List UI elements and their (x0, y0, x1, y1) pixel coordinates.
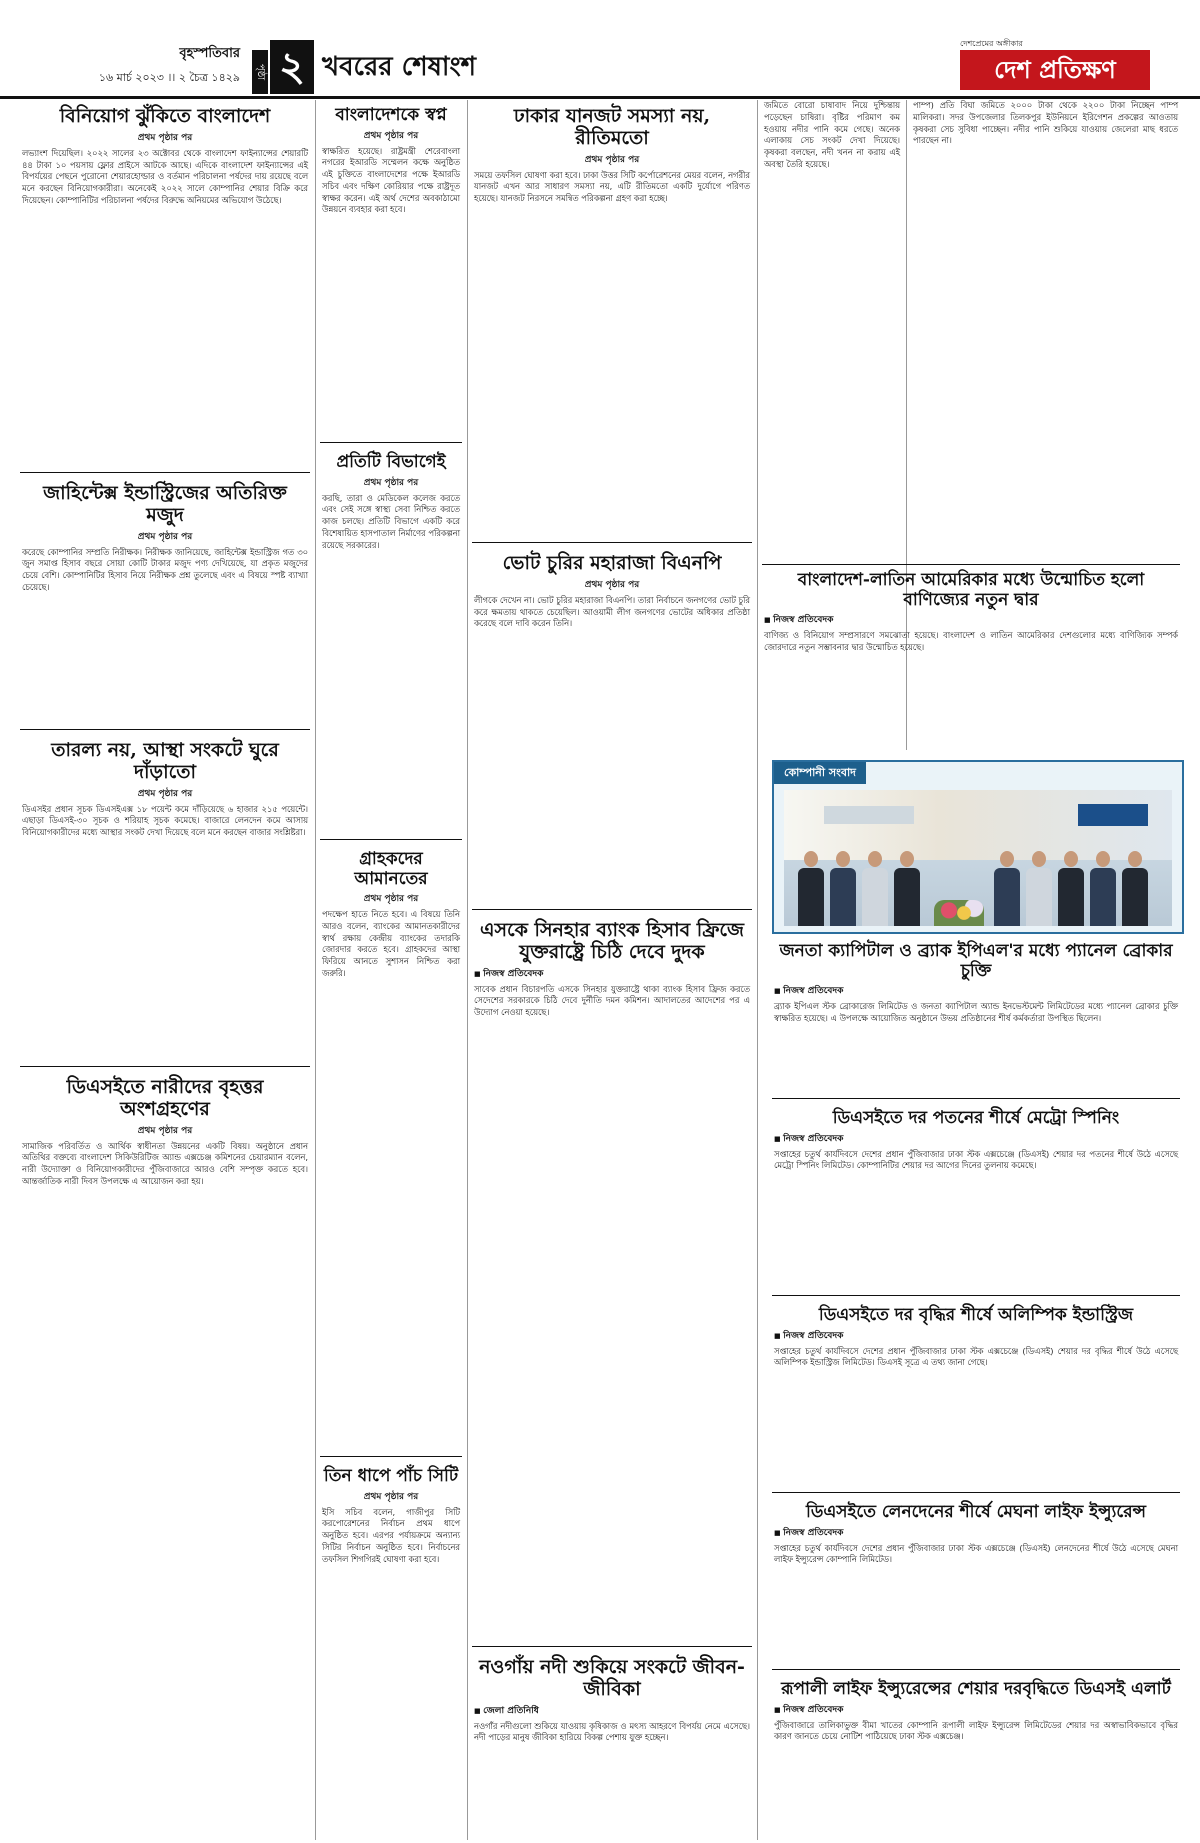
article (20, 100, 310, 468)
flower-bouquet (934, 900, 984, 926)
page-number: ২ (270, 40, 314, 94)
divider (472, 542, 752, 543)
masthead (0, 0, 1200, 99)
continued-label: প্রথম পৃষ্ঠার পর (137, 788, 193, 799)
article (320, 1461, 462, 1840)
brand-logo (960, 38, 1150, 94)
column-3 (472, 100, 752, 1840)
divider (320, 1456, 462, 1457)
continued-label: প্রথম পৃষ্ঠার পর (363, 130, 419, 141)
article-body: বাণিজ্য ও বিনিয়োগ সম্প্রসারণে সমঝোতা হয়েছে। বাংলাদেশ ও লাতিন আমেরিকার দেশগুলোর মধ্যে বাণিজ্যিক সম্পর্ক জোরদারে নতুন সম্ভাবনার দ্বার উন্মোচিত হয়েছে। (764, 630, 1178, 652)
column-rule (467, 100, 468, 1840)
article-body: জমিতে বোরো চাষাবাদ নিয়ে দুশ্চিন্তায় পড়েছেন চাষিরা। বৃষ্টির পরিমাণ কম হওয়ায় নদীর পানি কমে গেছে। অনেক এলাকায় সেচ সংকট দেখা দিয়েছে। কৃষকরা বলছেন, নদী খনন না করায় এই অবস্থা তৈরি হয়েছে। (764, 100, 900, 169)
continued-label: প্রথম পৃষ্ঠার পর (137, 531, 193, 542)
divider (772, 1669, 1180, 1670)
article (472, 914, 752, 1642)
person (862, 851, 888, 926)
article (472, 547, 752, 905)
article (20, 734, 310, 1062)
column-rule (757, 100, 758, 1840)
article (772, 1103, 1180, 1291)
article-body: স্বাক্ষরিত হয়েছে। রাষ্ট্রমন্ত্রী শেরেবাংলা নগরের ইআরডি সম্মেলন কক্ষে অনুষ্ঠিত এই চুক্তিতে বাংলাদেশের পক্ষে ইআরডি সচিব এবং দক্ষিণ কোরিয়ার পক্ষে রাষ্ট্রদূত স্বাক্ষর করেন। এই অর্থ দেশের অবকাঠামো উন্নয়নে ব্যবহার করা হবে। (322, 145, 460, 215)
person (830, 851, 856, 926)
divider (772, 1492, 1180, 1493)
article-headline[interactable]: রূপালী লাইফ ইন্স্যুরেন্সের শেয়ার দরবৃদ্ধিতে ডিএসই এলার্ট (781, 1679, 1171, 1699)
company-news-tab: কোম্পানী সংবাদ (774, 762, 866, 784)
article-headline[interactable]: ঢাকার যানজট সমস্যা নয়, রীতিমতো (513, 105, 711, 149)
article-headline[interactable]: গ্রাহকদের আমানতের (354, 849, 428, 889)
banner-logo-right (1078, 804, 1148, 826)
article (772, 936, 1180, 1094)
ceremony-photo (784, 790, 1172, 926)
article-body: নওগাঁর নদীগুলো শুকিয়ে যাওয়ায় কৃষিকাজ ও মৎস্য আহরণে বিপর্যয় নেমে এসেছে। নদী পাড়ের মানুষ জীবিকা হারিয়ে বিকল্প পেশায় যুক্ত হচ্ছেন। (474, 1720, 750, 1743)
divider (320, 442, 462, 443)
divider (772, 1295, 1180, 1296)
article-body: করছি, তারা ও মেডিকেল কলেজ করতে এবং সেই সঙ্গে স্বাস্থ্য সেবা নিশ্চিত করতে কাজ চলছে। প্রতিটি বিভাগে একটি করে বিশেষায়িত হাসপাতাল নির্মাণের পরিকল্পনা রয়েছে সরকারের। (322, 492, 460, 550)
article-body: সপ্তাহের চতুর্থ কার্যদিবসে দেশের প্রধান পুঁজিবাজার ঢাকা স্টক এক্সচেঞ্জে (ডিএসই) শেয়ার দর পতনের শীর্ষে উঠে এসেছে মেট্রো স্পিনিং লিমিটেড। কোম্পানিটির শেয়ার দর আগের দিনের তুলনায় কমেছে। (774, 1148, 1178, 1171)
article-body: পুঁজিবাজারে তালিকাভুক্ত বীমা খাতের কোম্পানি রূপালী লাইফ ইন্স্যুরেন্স লিমিটেডের শেয়ার দর অস্বাভাবিকভাবে বৃদ্ধির কারণ জানতে চেয়ে নোটিশ পাঠিয়েছে ঢাকা স্টক এক্সচেঞ্জ। (774, 1719, 1178, 1742)
article (472, 100, 752, 538)
article-headline[interactable]: বিনিয়োগ ঝুঁকিতে বাংলাদেশ (59, 105, 271, 127)
article-headline[interactable]: ডিএসইতে দর পতনের শীর্ষে মেট্রো স্পিনিং (832, 1108, 1120, 1128)
article-byline: ■ নিজস্ব প্রতিবেদক (774, 1131, 1178, 1146)
brand-tagline: দেশপ্রেমের অঙ্গীকার (960, 39, 1023, 48)
person (1058, 851, 1084, 926)
article (911, 100, 1180, 548)
article-headline[interactable]: বাংলাদেশ-লাতিন আমেরিকার মধ্যে উন্মোচিত হলো বাণিজ্যের নতুন দ্বার (797, 570, 1145, 610)
continued-label: প্রথম পৃষ্ঠার পর (363, 894, 419, 905)
section-title: খবরের শেষাংশ (322, 52, 477, 82)
divider (472, 1646, 752, 1647)
banner-logo-left (824, 806, 914, 824)
article-body: পাম্প) প্রতি বিঘা জমিতে ২০০০ টাকা থেকে ২২০০ টাকা নিচ্ছেন পাম্প মালিকরা। সদর উপজেলার তিলকপুর ইউনিয়নে ইরিগেশন প্রকল্পের আওতায় কৃষকরা সেচ সুবিধা পাচ্ছেন। নদীর পানি শুকিয়ে যাওয়ায় জেলেরা মাছ ধরতে পারছেন না। (913, 100, 1178, 146)
article (320, 100, 462, 438)
article-body: সামাজিক পরিবর্তিত ও আর্থিক স্বাধীনতা উন্নয়নের একটি বিষয়। অনুষ্ঠানে প্রধান অতিথির বক্তব্যে বাংলাদেশ সিকিউরিটিজ অ্যান্ড এক্সচেঞ্জ কমিশনের চেয়ারম্যান বলেন, নারী উদ্যোক্তা ও বিনিয়োগকারীদের পুঁজিবাজারে আরও বেশি সম্পৃক্ত করতে হবে। আন্তর্জাতিক নারী দিবস উপলক্ষে এ আয়োজন করা হয়। (22, 1140, 308, 1187)
article (772, 1497, 1180, 1665)
divider (772, 1098, 1180, 1099)
person (1026, 851, 1052, 926)
article-headline[interactable]: এসকে সিনহার ব্যাংক হিসাব ফ্রিজে যুক্তরাষ্ট্রে চিঠি দেবে দুদক (480, 919, 744, 963)
article (320, 447, 462, 835)
article-body: পদক্ষেপ হাতে নিতে হবে। এ বিষয়ে তিনি আরও বলেন, ব্যাংকের আমানতকারীদের স্বার্থ রক্ষায় কেন্দ্রীয় ব্যাংকের তদারকি জোরদার করতে হবে। গ্রাহকদের আস্থা ফিরিয়ে আনতে সুশাসন নিশ্চিত করা জরুরি। (322, 909, 460, 978)
divider (472, 909, 752, 910)
article-byline: ■ নিজস্ব প্রতিবেদক (474, 966, 750, 981)
divider (20, 1066, 310, 1067)
article-body: ইসি সচিব বলেন, গাজীপুর সিটি করপোরেশনের নির্বাচন প্রথম ধাপে অনুষ্ঠিত হবে। এরপর পর্যায়ক্রমে অন্যান্য সিটির নির্বাচন অনুষ্ঠিত হবে। নির্বাচনের তফসিল শিগগিরই ঘোষণা করা হবে। (322, 1506, 460, 1564)
article-body: ব্র্যাক ইপিএল স্টক ব্রোকারেজ লিমিটেড ও জনতা ক্যাপিটাল অ্যান্ড ইনভেস্টমেন্ট লিমিটেডের মধ্যে প্যানেল ব্রোকার চুক্তি স্বাক্ষরিত হয়েছে। এ উপলক্ষে আয়োজিত অনুষ্ঠানে উভয় প্রতিষ্ঠানের শীর্ষ কর্মকর্তারা উপস্থিত ছিলেন। (774, 1001, 1178, 1023)
market-news-column (772, 936, 1180, 1836)
article-headline[interactable]: নওগাঁয় নদী শুকিয়ে সংকটে জীবন-জীবিকা (479, 1656, 745, 1700)
article-byline: ■ নিজস্ব প্রতিবেদক (764, 612, 1178, 627)
person (798, 851, 824, 926)
article-headline[interactable]: প্রতিটি বিভাগেই (336, 452, 446, 472)
article-headline[interactable]: ডিএসইতে নারীদের বৃহত্তর অংশগ্রহণের (66, 1076, 264, 1120)
article-byline: ■ নিজস্ব প্রতিবেদক (774, 1702, 1178, 1717)
article-body: লভ্যাংশ দিয়েছিল। ২০২২ সালের ২৩ অক্টোবর থেকে বাংলাদেশ ফাইন্যান্সের শেয়ারটি ৪৪ টাকা ১০ পয়সায় ফ্লোর প্রাইসে আটকে আছে। এদিকে বাংলাদেশ ফাইন্যান্সের এই বিপর্যয়ের পেছনে পুরোনো শেয়ারহোল্ডার ও বর্তমান পরিচালনা পর্ষদের দায় রয়েছে বলে মনে করছেন বিনিয়োগকারীরা। অনেকেই ২০২২ সালে কোম্পানির শেয়ার বিক্রি করে দিয়েছেন। কোম্পানিটির পরিচালনা পর্ষদের বিরুদ্ধে অনিয়মের অভিযোগ উঠেছে। (22, 147, 308, 205)
divider (762, 564, 1180, 565)
article-headline[interactable]: ডিএসইতে লেনদেনের শীর্ষে মেঘনা লাইফ ইন্স্যুরেন্স (806, 1502, 1146, 1522)
article-byline: ■ নিজস্ব প্রতিবেদক (774, 1328, 1178, 1343)
article-byline: ■ নিজস্ব প্রতিবেদক (774, 983, 1178, 998)
person (994, 851, 1020, 926)
person (894, 851, 920, 926)
article-body: করেছে কোম্পানির সম্প্রতি নিরীক্ষক। নিরীক্ষক জানিয়েছে, জাহিন্টেক্স ইন্ডাস্ট্রিজ গত ৩০ জুন সমাপ্ত হিসাব বছরে সোয়া কোটি টাকার মজুদ পণ্য দেখিয়েছে, যা প্রকৃত মজুদের চেয়ে বেশি। কোম্পানিটির হিসাব নিয়ে নিরীক্ষক প্রশ্ন তুলেছে এবং এ বিষয়ে স্পষ্ট ব্যাখ্যা চেয়েছে। (22, 546, 308, 593)
latam-article (762, 560, 1180, 750)
person (1122, 851, 1148, 926)
article-headline[interactable]: ভোট চুরির মহারাজা বিএনপি (502, 552, 722, 574)
continued-label: প্রথম পৃষ্ঠার পর (363, 477, 419, 488)
continued-label: প্রথম পৃষ্ঠার পর (137, 132, 193, 143)
article (762, 100, 902, 179)
article (20, 477, 310, 725)
article (772, 1300, 1180, 1488)
company-news-box (772, 760, 1184, 934)
column-1 (20, 100, 310, 1840)
article-byline: ■ নিজস্ব প্রতিবেদক (774, 1525, 1178, 1540)
article-body: লীগকে দেখেন না। ভোট চুরির মহারাজা বিএনপি। তারা নির্বাচনে জনগণের ভোট চুরি করে ক্ষমতায় থাকতে চেয়েছিল। আওয়ামী লীগ জনগণের ভোটের অধিকার প্রতিষ্ঠা করেছে বলে দাবি করেন তিনি। (474, 594, 750, 629)
article-byline: ■ জেলা প্রতিনিধি (474, 1703, 750, 1718)
divider (20, 729, 310, 730)
article-body: ডিএসইর প্রধান সূচক ডিএসইএক্স ১৮ পয়েন্ট কমে দাঁড়িয়েছে ৬ হাজার ২১৫ পয়েন্টে। এছাড়া ডিএসই-৩০ সূচক ও শরিয়াহ সূচক কমেছে। বাজারে লেনদেন কমে আসায় বিনিয়োগকারীদের মধ্যে আস্থার সংকট দেখা দিয়েছে বলে মনে করছেন বাজার সংশ্লিষ্টরা। (22, 803, 308, 838)
divider (20, 472, 310, 473)
article-headline[interactable]: বাংলাদেশকে স্বপ্ন (335, 105, 447, 125)
article (320, 844, 462, 1452)
article-headline[interactable]: তারল্য নয়, আস্থা সংকটে ঘুরে দাঁড়াতো (51, 739, 279, 783)
article-headline[interactable]: জাহিন্টেক্স ইন্ডাস্ট্রিজের অতিরিক্ত মজুদ (43, 482, 287, 526)
column-2 (320, 100, 462, 1840)
continued-label: প্রথম পৃষ্ঠার পর (363, 1491, 419, 1502)
article (20, 1071, 310, 1799)
article (472, 1651, 752, 1840)
article (762, 571, 1180, 662)
article-body: সাবেক প্রধান বিচারপতি এসকে সিনহার যুক্তরাষ্ট্রে থাকা ব্যাংক হিসাব ফ্রিজ করতে সেদেশের সরকারকে চিঠি দেবে দুর্নীতি দমন কমিশন। আদালতের আদেশের পর এ উদ্যোগ নেওয়া হয়েছে। (474, 983, 750, 1018)
article-headline[interactable]: তিন ধাপে পাঁচ সিটি (323, 1466, 459, 1486)
brand-name: দেশ প্রতিক্ষণ (960, 50, 1150, 90)
date-box (70, 44, 240, 88)
date-line: ১৬ মার্চ ২০২৩ ।। ২ চৈত্র ১৪২৯ (98, 71, 240, 84)
article-body: সময়ে তফসিল ঘোষণা করা হবে। ঢাকা উত্তর সিটি কর্পোরেশনের মেয়র বলেন, নগরীর যানজট এখন আর সাধারণ সমস্যা নয়, এটি রীতিমতো একটি দুর্যোগে পরিণত হয়েছে। যানজট নিরসনে সমন্বিত পরিকল্পনা গ্রহণ করা হচ্ছে। (474, 169, 750, 204)
divider (320, 839, 462, 840)
article-body: সপ্তাহের চতুর্থ কার্যদিবসে দেশের প্রধান পুঁজিবাজার ঢাকা স্টক এক্সচেঞ্জে (ডিএসই) লেনদেনের শীর্ষে উঠে এসেছে মেঘনা লাইফ ইন্স্যুরেন্স কোম্পানি লিমিটেড। (774, 1542, 1178, 1565)
weekday: বৃহস্পতিবার (179, 46, 240, 61)
person (1090, 851, 1116, 926)
continued-label: প্রথম পৃষ্ঠার পর (584, 154, 640, 165)
column-rule (315, 100, 316, 1840)
article (772, 1674, 1180, 1822)
article-body: সপ্তাহের চতুর্থ কার্যদিবসে দেশের প্রধান পুঁজিবাজার ঢাকা স্টক এক্সচেঞ্জে (ডিএসই) শেয়ার দর বৃদ্ধির শীর্ষে উঠে এসেছে অলিম্পিক ইন্ডাস্ট্রিজ লিমিটেড। ডিএসই সূত্রে এ তথ্য জানা গেছে। (774, 1345, 1178, 1368)
page-word: পৃষ্ঠা (252, 50, 268, 94)
article-headline[interactable]: জনতা ক্যাপিটাল ও ব্র্যাক ইপিএল'র মধ্যে প্যানেল ব্রোকার চুক্তি (779, 941, 1173, 981)
continued-label: প্রথম পৃষ্ঠার পর (584, 579, 640, 590)
article-headline[interactable]: ডিএসইতে দর বৃদ্ধির শীর্ষে অলিম্পিক ইন্ডাস্ট্রিজ (818, 1305, 1134, 1325)
continued-label: প্রথম পৃষ্ঠার পর (137, 1125, 193, 1136)
